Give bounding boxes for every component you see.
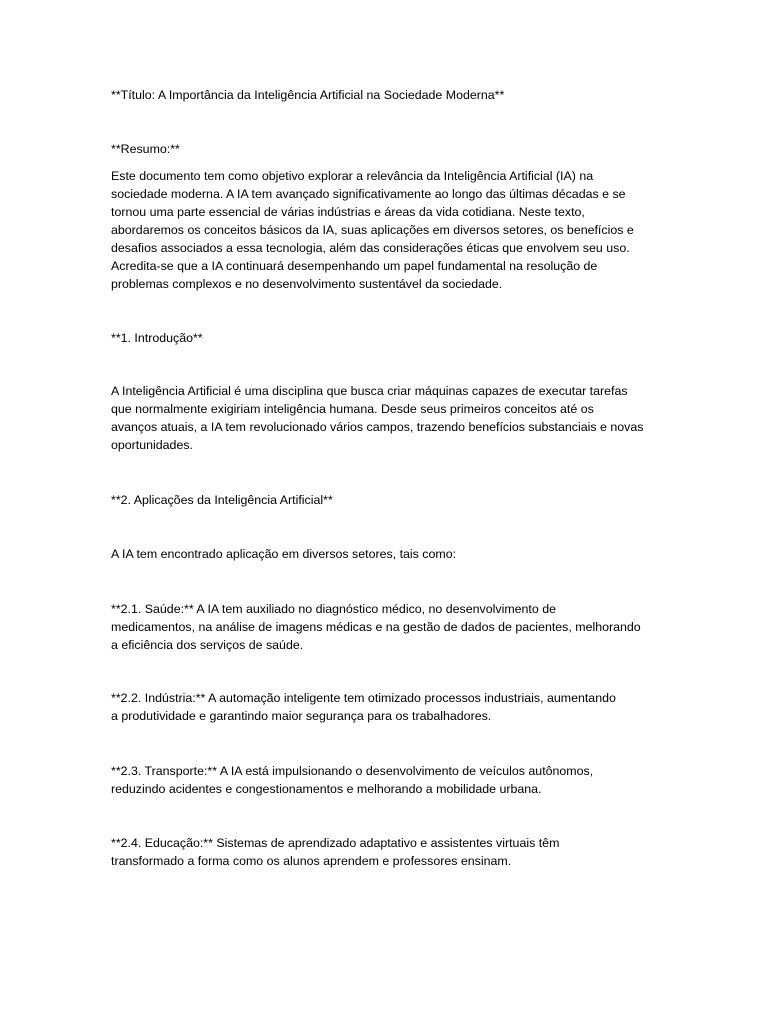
apps-intro [111,545,663,563]
industria-paragraph [111,689,663,725]
resumo-heading-line: **Resumo:** [111,142,180,156]
paragraph-line: medicamentos, na análise de imagens médicas e na gestão de dados de pacientes, melhorando [111,620,641,634]
paragraph-line: transformado a forma como os alunos aprendem e professores ensinam. [111,854,512,868]
paragraph-line: reduzindo acidentes e congestionamentos e melhorando a mobilidade urbana. [111,782,542,796]
paragraph-line: tornou uma parte essencial de várias indústrias e áreas da vida cotidiana. Neste texto, [111,205,585,219]
intro-heading [111,329,663,347]
transporte-paragraph [111,762,663,798]
saude-paragraph [111,600,663,654]
paragraph-line: que normalmente exigiriam inteligência humana. Desde seus primeiros conceitos até os [111,402,594,416]
document-title [111,86,663,104]
paragraph-line: A Inteligência Artificial é uma disciplina que busca criar máquinas capazes de executar tarefas [111,384,628,398]
paragraph-line: sociedade moderna. A IA tem avançado significativamente ao longo das últimas décadas e se [111,187,626,201]
paragraph-line: Este documento tem como objetivo explorar a relevância da Inteligência Artificial (IA) na [111,169,594,183]
paragraph-line: **2.2. Indústria:** A automação inteligente tem otimizado processos industriais, aumentando [111,691,616,705]
apps-intro-line: A IA tem encontrado aplicação em diversos setores, tais como: [111,547,457,561]
educacao-paragraph [111,834,663,870]
paragraph-line: problemas complexos e no desenvolvimento sustentável da sociedade. [111,277,503,291]
paragraph-line: desafios associados a essa tecnologia, além das considerações éticas que envolvem seu uso. [111,241,630,255]
resumo-paragraph [111,167,663,293]
title-line: **Título: A Importância da Inteligência Artificial na Sociedade Moderna** [111,88,505,102]
paragraph-line: Acredita-se que a IA continuará desempenhando um papel fundamental na resolução de [111,259,598,273]
paragraph-line: oportunidades. [111,438,193,452]
paragraph-line: **2.1. Saúde:** A IA tem auxiliado no diagnóstico médico, no desenvolvimento de [111,602,556,616]
apps-heading [111,491,663,509]
paragraph-line: abordaremos os conceitos básicos da IA, suas aplicações em diversos setores, os benefícios e [111,223,634,237]
paragraph-line: **2.3. Transporte:** A IA está impulsionando o desenvolvimento de veículos autônomos, [111,764,594,778]
intro-heading-line: **1. Introdução** [111,331,203,345]
intro-paragraph [111,382,663,454]
apps-heading-line: **2. Aplicações da Inteligência Artificial** [111,493,333,507]
paragraph-line: **2.4. Educação:** Sistemas de aprendizado adaptativo e assistentes virtuais têm [111,836,560,850]
paragraph-line: a eficiência dos serviços de saúde. [111,638,304,652]
paragraph-line: a produtividade e garantindo maior segurança para os trabalhadores. [111,709,492,723]
paragraph-line: avanços atuais, a IA tem revolucionado vários campos, trazendo benefícios substanciais e novas [111,420,644,434]
resumo-heading [111,140,663,158]
